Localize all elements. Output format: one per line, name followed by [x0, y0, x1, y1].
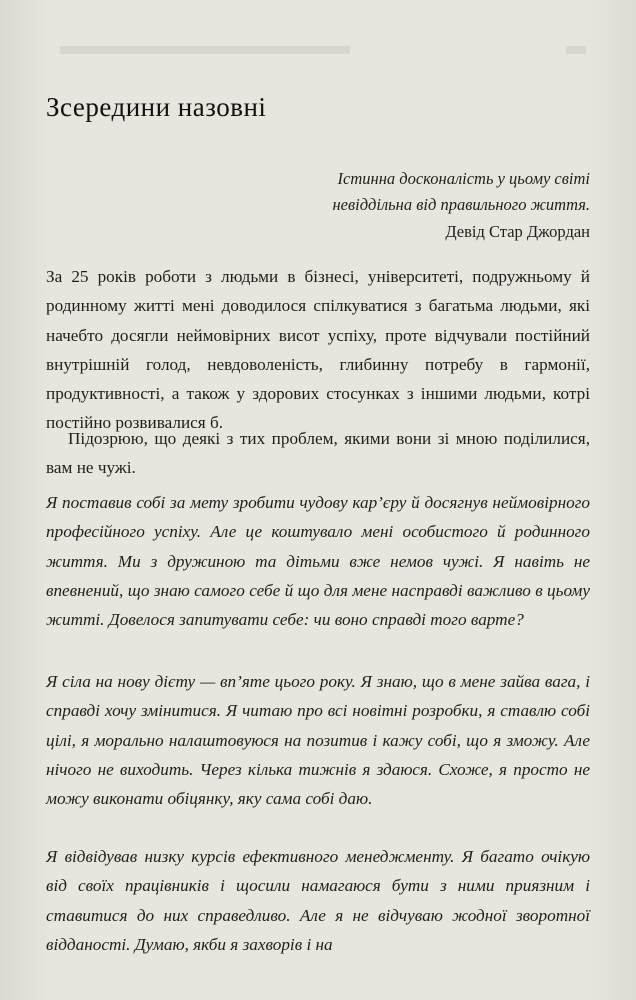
- body-paragraph: Підозрюю, що деякі з тих проблем, якими вони зі мною поділилися, вам не чужі.: [46, 429, 590, 478]
- show-through-header: [60, 46, 350, 54]
- show-through-page-number: [566, 46, 586, 54]
- quote-paragraph: Я сіла на нову дієту — вп’яте цього року. Я знаю, що в мене зайва вага, і справді хочу змінитися. Я читаю про всі новітні розробки, я ставлю собі цілі, я морально налаштовуюся на позитив і кажу собі, що я зможу. Але нічого не виходить. Через кілька тижнів я здаюся. Схоже, я просто не можу виконати обіцянку, яку сама собі даю.: [46, 672, 590, 809]
- epigraph: [332, 166, 590, 218]
- quote-paragraph: Я поставив собі за мету зробити чудову кар’єру й досягнув неймовірного професійного успіху. Але це коштувало мені особистого й родинного життя. Ми з дружиною та дітьми вже немов чужі. Я навіть не впевнений, що знаю самого себе й що для мене насправді важливо в цьому житті. Довелося запитувати себе: чи воно справді того варте?: [46, 493, 590, 630]
- epigraph-line: Істинна досконалість у цьому світі: [337, 169, 590, 188]
- epigraph-line: невіддільна від правильного життя.: [332, 195, 590, 214]
- epigraph-author: Девід Стар Джордан: [445, 222, 590, 241]
- body-paragraph: За 25 років роботи з людьми в бізнесі, університеті, подружньому й родинному житті мені доводилося спілкуватися з багатьма людьми, які начебто досягли неймовірних висот успіху, проте відчували постійний внутрішній голод, невдоволеність, глибинну потребу в гармонії, продуктивності, а також у здорових стосунках з іншими людьми, котрі постійно розвивалися б.: [46, 267, 590, 433]
- chapter-title: Зсередини назовні: [46, 92, 267, 122]
- quote-paragraph: Я відвідував низку курсів ефективного менеджменту. Я багато очікую від своїх працівників і щосили намагаюся бути з ними приязним і ставитися до них справедливо. Але я не відчуваю жодної зворотної відданості. Думаю, якби я захворів і на: [46, 847, 590, 954]
